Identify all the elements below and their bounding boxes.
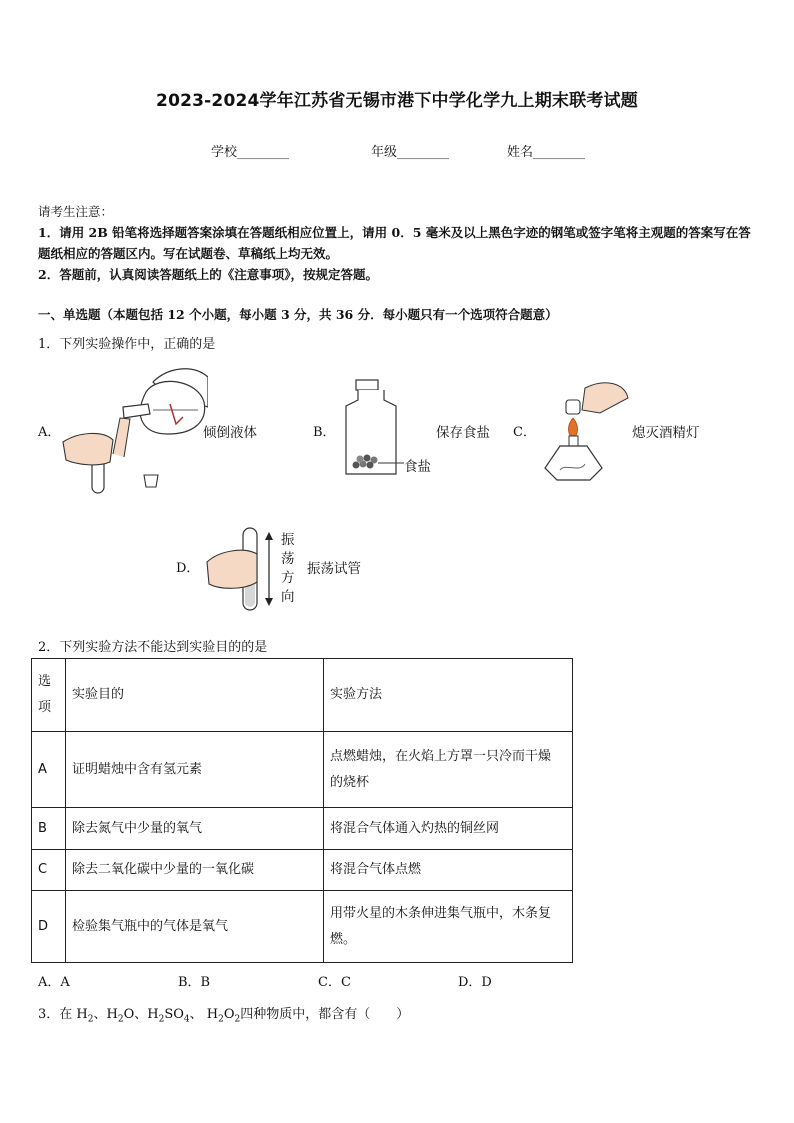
section-heading: 一、单选题（本题包括 12 个小题，每小题 3 分，共 36 分．每小题只有一个选项符合题意） xyxy=(38,307,558,322)
row-goal: 除去氮气中少量的氧气 xyxy=(66,808,324,850)
row-method: 将混合气体通入灼热的铜丝网 xyxy=(324,808,573,850)
shake-direction-char-4: 向 xyxy=(281,589,295,605)
experiment-table xyxy=(31,658,573,963)
row-option: C xyxy=(32,850,66,891)
shake-direction-char-3: 方 xyxy=(281,570,295,586)
row-goal: 检验集气瓶中的气体是氧气 xyxy=(66,891,324,963)
page-title: 2023-2024学年江苏省无锡市港下中学化学九上期末联考试题 xyxy=(156,91,638,111)
grade-field[interactable]: 年级________ xyxy=(371,145,450,160)
header-cell-method: 实验方法 xyxy=(324,659,573,732)
q3-sub-3b: 4 xyxy=(183,1014,190,1025)
q1-option-b-caption: 保存食盐 xyxy=(436,425,490,441)
row-method-line-1: 用带火星的木条伸进集气瓶中，木条复 xyxy=(330,905,552,921)
q3-formula-3a: H xyxy=(147,1007,159,1022)
question-2-stem: 2．下列实验方法不能达到实验目的的是 xyxy=(38,640,268,655)
row-option: D xyxy=(32,891,66,963)
alcohol-lamp-illustration xyxy=(530,378,630,483)
q3-formula-2a: H xyxy=(106,1007,118,1022)
table-header-row xyxy=(32,659,573,732)
q3-suffix: 四种物质中，都含有（ ） xyxy=(240,1007,410,1022)
q3-sub-1: 2 xyxy=(87,1014,94,1025)
q2-answer-a[interactable]: A．A xyxy=(38,975,70,990)
q3-sep-3: 、 xyxy=(189,1007,207,1022)
header-cell-goal: 实验目的 xyxy=(66,659,324,732)
notice-item-1: 1．请用 2B 铅笔将选择题答案涂填在答题纸相应位置上，请用 0．5 毫米及以上黑色字迹的钢笔或签字笔将主观题的答案写在答题纸相应的答题区内。写在试题卷、草稿纸上均无效。 xyxy=(38,225,751,261)
header-option-line-2: 项 xyxy=(38,700,52,715)
notice-heading: 请考生注意： xyxy=(38,204,114,219)
salt-tag-label: 食盐 xyxy=(404,459,431,475)
table-row xyxy=(32,850,573,891)
q3-sub-4b: 2 xyxy=(234,1014,241,1025)
q2-answer-b[interactable]: B．B xyxy=(178,975,211,990)
question-3-stem xyxy=(38,1003,409,1025)
row-option: A xyxy=(32,732,66,808)
row-method-line-1: 点燃蜡烛，在火焰上方罩一只冷而干燥 xyxy=(330,748,552,764)
q3-formula-1: H xyxy=(76,1007,88,1022)
q1-option-d-label: D． xyxy=(176,561,200,576)
q1-option-a-caption: 倾倒液体 xyxy=(203,425,257,441)
q3-sub-2: 2 xyxy=(117,1014,124,1025)
shake-test-tube-illustration xyxy=(205,522,280,614)
q3-formula-3b: SO xyxy=(164,1007,184,1022)
row-method xyxy=(324,891,573,963)
row-method-line-2: 的烧杯 xyxy=(330,774,370,790)
shake-direction-char-2: 荡 xyxy=(281,551,295,567)
q3-formula-2b: O xyxy=(123,1007,135,1022)
q1-option-b-label: B． xyxy=(313,425,336,440)
q3-sep-2: 、 xyxy=(134,1007,148,1022)
school-field[interactable]: 学校________ xyxy=(211,145,290,160)
q2-answer-c[interactable]: C．C xyxy=(318,975,351,990)
q1-option-c-label: C． xyxy=(513,425,536,440)
table-row xyxy=(32,891,573,963)
salt-bottle-illustration xyxy=(338,378,408,478)
name-field[interactable]: 姓名________ xyxy=(507,145,586,160)
q1-option-c-caption: 熄灭酒精灯 xyxy=(632,425,700,441)
q3-sub-3a: 2 xyxy=(158,1014,165,1025)
notice-item-2: 2．答题前，认真阅读答题纸上的《注意事项》，按规定答题。 xyxy=(38,267,378,282)
table-row xyxy=(32,732,573,808)
table-row xyxy=(32,808,573,850)
row-goal: 除去二氧化碳中少量的一氧化碳 xyxy=(66,850,324,891)
row-option: B xyxy=(32,808,66,850)
q3-formula-4b: O xyxy=(223,1007,235,1022)
header-option-line-1: 选 xyxy=(38,674,52,689)
row-goal: 证明蜡烛中含有氢元素 xyxy=(66,732,324,808)
pour-liquid-illustration xyxy=(58,362,208,497)
q1-option-a-label: A． xyxy=(38,425,61,440)
q3-sep-1: 、 xyxy=(93,1007,107,1022)
row-method xyxy=(324,732,573,808)
shake-direction-char-1: 振 xyxy=(281,532,295,548)
header-cell-option xyxy=(32,659,66,732)
q1-option-d-caption: 振荡试管 xyxy=(307,561,361,577)
question-1-stem: 1．下列实验操作中，正确的是 xyxy=(38,337,216,352)
q2-answer-options xyxy=(38,971,598,990)
q3-formula-4a: H xyxy=(206,1007,219,1022)
row-method: 将混合气体点燃 xyxy=(324,850,573,891)
q3-prefix: 3．在 xyxy=(38,1007,77,1022)
q3-sub-4a: 2 xyxy=(218,1014,224,1025)
q2-answer-d[interactable]: D．D xyxy=(458,975,492,990)
row-method-line-2: 燃。 xyxy=(330,931,357,947)
